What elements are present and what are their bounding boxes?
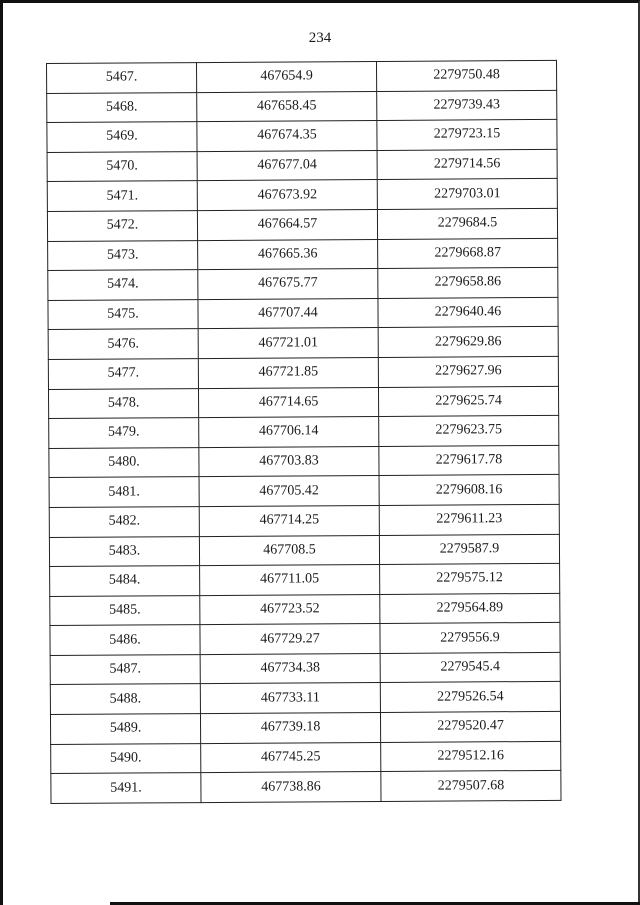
page-number: 234 (308, 30, 332, 46)
coordinate-table (46, 60, 562, 804)
table-row (50, 563, 560, 596)
table-row (49, 475, 559, 508)
table-row (50, 593, 560, 626)
easting-cell: 467738.86 (201, 772, 381, 803)
serial-number-cell: 5482. (49, 506, 199, 537)
northing-cell: 2279507.68 (381, 771, 561, 802)
serial-number-cell: 5483. (49, 536, 199, 567)
table-row (47, 60, 557, 93)
northing-cell: 2279703.01 (377, 179, 557, 210)
easting-cell: 467745.25 (201, 742, 381, 773)
northing-cell: 2279658.86 (378, 268, 558, 299)
serial-number-cell: 5491. (51, 773, 201, 804)
table-row (48, 268, 558, 301)
northing-cell: 2279611.23 (379, 504, 559, 535)
easting-cell: 467714.25 (199, 505, 379, 536)
serial-number-cell: 5486. (50, 625, 200, 656)
table-row (50, 711, 560, 744)
northing-cell: 2279587.9 (379, 534, 559, 565)
serial-number-cell: 5472. (47, 211, 197, 242)
northing-cell: 2279714.56 (377, 149, 557, 180)
table-row (49, 534, 559, 567)
table-row (50, 682, 560, 715)
northing-cell: 2279640.46 (378, 297, 558, 328)
serial-number-cell: 5474. (48, 270, 198, 301)
serial-number-cell: 5489. (50, 714, 200, 745)
serial-number-cell: 5471. (47, 181, 197, 212)
northing-cell: 2279750.48 (376, 60, 556, 91)
easting-cell: 467664.57 (197, 209, 377, 240)
easting-cell: 467674.35 (197, 121, 377, 152)
easting-cell: 467654.9 (197, 61, 377, 92)
northing-cell: 2279629.86 (378, 327, 558, 358)
easting-cell: 467721.85 (198, 357, 378, 388)
easting-cell: 467707.44 (198, 298, 378, 329)
easting-cell: 467706.14 (199, 417, 379, 448)
easting-cell: 467729.27 (200, 624, 380, 655)
northing-cell: 2279520.47 (380, 711, 560, 742)
serial-number-cell: 5468. (47, 92, 197, 123)
easting-cell: 467739.18 (200, 713, 380, 744)
table-row (49, 504, 559, 537)
easting-cell: 467677.04 (197, 150, 377, 181)
serial-number-cell: 5473. (48, 240, 198, 271)
easting-cell: 467675.77 (198, 269, 378, 300)
table-row (47, 90, 557, 123)
table-row (47, 149, 557, 182)
table-row (48, 238, 558, 271)
northing-cell: 2279512.16 (381, 741, 561, 772)
northing-cell: 2279564.89 (380, 593, 560, 624)
easting-cell: 467708.5 (199, 535, 379, 566)
easting-cell: 467734.38 (200, 653, 380, 684)
northing-cell: 2279526.54 (380, 682, 560, 713)
table-row (50, 652, 560, 685)
table-row (48, 386, 558, 419)
serial-number-cell: 5470. (47, 151, 197, 182)
serial-number-cell: 5485. (50, 595, 200, 626)
northing-cell: 2279545.4 (380, 652, 560, 683)
table-row (48, 297, 558, 330)
serial-number-cell: 5477. (48, 359, 198, 390)
table-row (49, 445, 559, 478)
serial-number-cell: 5478. (48, 388, 198, 419)
table-row (47, 208, 557, 241)
easting-cell: 467733.11 (200, 683, 380, 714)
easting-cell: 467703.83 (199, 446, 379, 477)
easting-cell: 467673.92 (197, 180, 377, 211)
northing-cell: 2279625.74 (378, 386, 558, 417)
serial-number-cell: 5484. (50, 566, 200, 597)
table-row (49, 415, 559, 448)
serial-number-cell: 5490. (51, 743, 201, 774)
coordinate-table-container (46, 60, 561, 804)
serial-number-cell: 5479. (49, 418, 199, 449)
table-row (51, 741, 561, 774)
northing-cell: 2279608.16 (379, 475, 559, 506)
coordinate-table-body (47, 60, 562, 803)
table-row (48, 327, 558, 360)
serial-number-cell: 5487. (50, 654, 200, 685)
easting-cell: 467658.45 (197, 91, 377, 122)
northing-cell: 2279623.75 (379, 415, 559, 446)
northing-cell: 2279556.9 (380, 623, 560, 654)
serial-number-cell: 5475. (48, 299, 198, 330)
table-row (47, 120, 557, 153)
easting-cell: 467711.05 (200, 565, 380, 596)
serial-number-cell: 5481. (49, 477, 199, 508)
easting-cell: 467723.52 (200, 594, 380, 625)
serial-number-cell: 5469. (47, 122, 197, 153)
northing-cell: 2279739.43 (377, 90, 557, 121)
northing-cell: 2279684.5 (377, 208, 557, 239)
easting-cell: 467714.65 (198, 387, 378, 418)
table-row (47, 179, 557, 212)
table-row (48, 356, 558, 389)
easting-cell: 467705.42 (199, 476, 379, 507)
serial-number-cell: 5480. (49, 447, 199, 478)
northing-cell: 2279668.87 (378, 238, 558, 269)
table-row (50, 623, 560, 656)
serial-number-cell: 5476. (48, 329, 198, 360)
northing-cell: 2279627.96 (378, 356, 558, 387)
table-row (51, 771, 561, 804)
northing-cell: 2279617.78 (379, 445, 559, 476)
easting-cell: 467665.36 (198, 239, 378, 270)
serial-number-cell: 5488. (50, 684, 200, 715)
serial-number-cell: 5467. (47, 63, 197, 94)
northing-cell: 2279575.12 (380, 563, 560, 594)
northing-cell: 2279723.15 (377, 120, 557, 151)
easting-cell: 467721.01 (198, 328, 378, 359)
